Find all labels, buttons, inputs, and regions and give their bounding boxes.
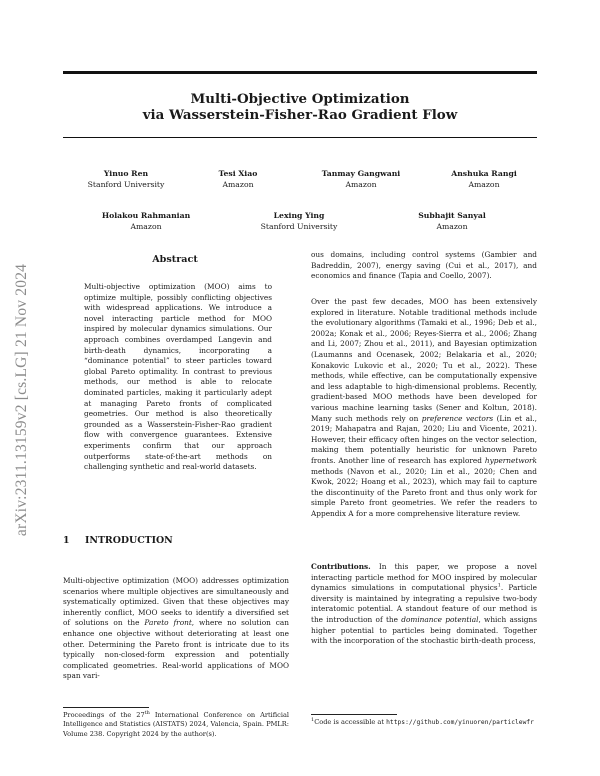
- author-affiliation: Amazon: [222, 180, 254, 189]
- abstract-heading: Abstract: [152, 254, 198, 265]
- author-name: Tesi Xiao: [218, 169, 258, 178]
- footnote-marker: 1: [311, 716, 315, 723]
- proceedings-text: Proceedings of the 27: [63, 711, 145, 719]
- author-name: Subhajit Sanyal: [418, 211, 486, 220]
- col2-paragraph: [311, 297, 537, 519]
- author-name: Anshuka Rangi: [451, 169, 517, 178]
- footnote-rule-right: [311, 714, 397, 715]
- contributions-paragraph: [311, 562, 537, 647]
- col2-text: methods (Navon et al., 2020; Lin et al., 2020; Chen and Kwok, 2022; Hoang et al., 2023), which may fail to capture the discontinuity of the Pareto front and thus only work for simple Pareto front geometries. We refer the readers to Appendix A for a more comprehensive literature review.: [311, 466, 537, 518]
- contributions-label: Contributions.: [311, 562, 371, 571]
- col2-text: (Lin et al., 2019; Mahapatra and Rajan, 2020; Liu and Vicente, 2021). However, their efficacy often hinges on the vector selection, making them potentially heuristic for unknown Pareto fronts. Another line of research has explored: [311, 413, 537, 465]
- col2-emphasis: preference vectors: [421, 413, 494, 423]
- author-name: Tanmay Gangwani: [321, 169, 401, 178]
- col2-emphasis: hypernetwork: [484, 455, 537, 465]
- col2-text: Over the past few decades, MOO has been extensively explored in literature. Notable traditional methods include the evolutionary algorithms (Tamaki et al., 1996; Deb et al., 2002a; Konak et al., 2006; Reyes-Sierra et al., 2006; Zhang and Li, 2007; Zhou et al., 2011), and Bayesian optimization (Laumanns and Ocenasek, 2002; Belakaria et al., 2020; Konakovic Lukovic et al., 2020; Tu et al., 2022). These methods, while effective, can be computationally expensive and less adaptable to high-dimensional problems. Recently, gradient-based MOO methods have been developed for various machine learning tasks (Sener and Koltun, 2018). Many such methods rely on: [311, 297, 537, 423]
- arxiv-stamp: arXiv:2311.13159v2 [cs.LG] 21 Nov 2024: [13, 263, 30, 537]
- author-affiliation: Amazon: [468, 180, 500, 189]
- abstract-text: Multi-objective optimization (MOO) aims to optimize multiple, possibly conflicting objectives with widespread applications. We introduce a novel interacting particle method for MOO inspired by molecular dynamics simulations. Our approach combines overdamped Langevin and birth-death dynamics, incorporating a “dominance potential” to steer particles toward global Pareto optimality. In contrast to previous methods, our method is able to relocate dominated particles, making it particularly adept at managing Pareto fronts of complicated geometries. Our method is also theoretically grounded as a Wasserstein-Fisher-Rao gradient flow with convergence guarantees. Extensive experiments confirm that our approach outperforms state-of-the-art methods on challenging synthetic and real-world datasets.: [84, 282, 272, 472]
- section-number: 1: [63, 535, 70, 546]
- footnote-text: Code is accessible at: [314, 718, 387, 726]
- author-affiliation: Amazon: [130, 222, 162, 231]
- author-block: [261, 210, 338, 232]
- intro-paragraph: [63, 576, 289, 682]
- intro-text: , where no solution can enhance one objective without deteriorating at least one other. Determining the Pareto front is intricate due to its typically non-closed-form expression and potentially complicated geometries. Real-world applications of MOO span vari-: [63, 618, 289, 681]
- author-block: [418, 210, 486, 232]
- col2-emphasis: dominance potential: [401, 614, 479, 624]
- proceedings-sup: th: [144, 709, 150, 716]
- author-block: [322, 168, 400, 190]
- author-affiliation: Amazon: [436, 222, 468, 231]
- section-title: INTRODUCTION: [85, 535, 173, 546]
- author-block: [451, 168, 516, 190]
- code-footnote: [311, 718, 537, 727]
- author-affiliation: Stanford University: [260, 222, 338, 231]
- footnote-rule-left: [63, 707, 149, 708]
- intro-text: Multi-objective optimization (MOO) addresses optimization scenarios where multiple objectives are simultaneously and systematically optimized. Given that these objectives may inherently conflict, MOO seeks to identify a diversified set of solutions on the: [63, 576, 289, 628]
- proceedings-note: [63, 711, 289, 739]
- paper-title-line2: via Wasserstein-Fisher-Rao Gradient Flow: [142, 107, 458, 123]
- author-affiliation: Stanford University: [87, 180, 165, 189]
- col2-text: ous domains, including control systems (Gambier and Badreddin, 2007), energy saving (Cui et al., 2017), and economics and finance (Tapia and Coello, 2007).: [311, 250, 537, 281]
- abstract-body: [84, 282, 272, 473]
- proceedings-text: International Conference on Artificial Intelligence and Statistics (AISTATS) 2024, Valencia, Spain. PMLR: Volume 238. Copyright 2024 by the author(s).: [63, 711, 290, 738]
- intro-emphasis: Pareto front: [144, 618, 192, 628]
- author-affiliation: Amazon: [345, 180, 377, 189]
- footnote-marker: 1: [497, 582, 501, 589]
- title-bottom-rule: [63, 137, 537, 138]
- author-name: Lexing Ying: [273, 211, 325, 220]
- section-heading: [63, 535, 173, 546]
- author-block: [102, 210, 190, 232]
- col2-paragraph: [311, 250, 537, 282]
- author-block: [88, 168, 165, 190]
- col2-text: . Particle diversity is maintained by integrating a repulsive two-body interatomic potential. A standout feature of our method is the introduction of the: [311, 583, 538, 624]
- author-name: Holakou Rahmanian: [101, 211, 191, 220]
- col2-text: , which assigns higher potential to particles being dominated. Together with the incorporation of the stochastic birth-death process,: [311, 614, 537, 646]
- title-top-rule: [63, 71, 537, 74]
- code-url-link[interactable]: https://github.com/yinuoren/particlewfr: [386, 719, 534, 726]
- paper-title-line1: Multi-Objective Optimization: [190, 91, 410, 107]
- col2-text: In this paper, we propose a novel interacting particle method for MOO inspired by molecular dynamics simulations in computational physics: [311, 562, 537, 593]
- author-name: Yinuo Ren: [103, 169, 149, 178]
- author-block: [219, 168, 258, 190]
